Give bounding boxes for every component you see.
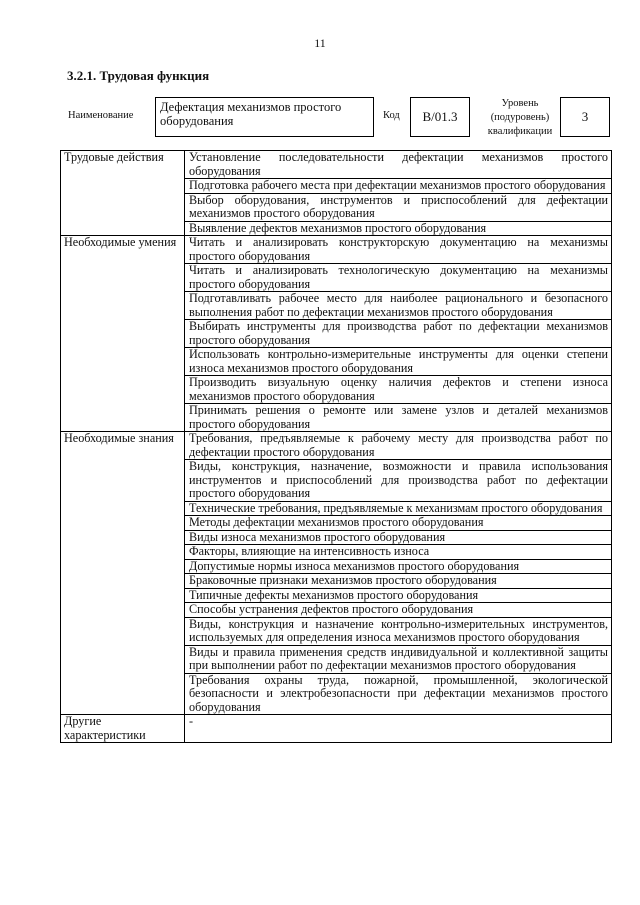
table-row: [61, 715, 612, 743]
item-cell: Использовать контрольно-измерительные инструменты для оценки степени износа механизмов простого оборудования: [185, 348, 612, 376]
labor-function-table: [60, 150, 612, 743]
item-cell: Принимать решения о ремонте или замене узлов и деталей механизмов простого оборудования: [185, 404, 612, 432]
item-cell: Виды и правила применения средств индивидуальной и коллективной защиты при выполнении работ по дефектации механизмов простого оборудования: [185, 645, 612, 673]
level-label-line1: Уровень: [501, 98, 539, 109]
item-cell: Производить визуальную оценку наличия дефектов и степени износа механизмов простого оборудования: [185, 376, 612, 404]
item-cell: Выявление дефектов механизмов простого оборудования: [185, 221, 612, 236]
page-number: 11: [314, 36, 326, 50]
table-row: [61, 432, 612, 460]
item-cell: Типичные дефекты механизмов простого оборудования: [185, 588, 612, 603]
section-heading-cell: Другие характеристики: [61, 715, 185, 743]
item-cell: Требования охраны труда, пожарной, промышленной, экологической безопасности и электробезопасности при дефектации механизмов простого оборудования: [185, 673, 612, 715]
item-cell: Способы устранения дефектов простого оборудования: [185, 603, 612, 618]
name-value-box: Дефектация механизмов простого оборудования: [155, 97, 374, 137]
item-cell: Допустимые нормы износа механизмов простого оборудования: [185, 559, 612, 574]
item-cell: Подготавливать рабочее место для наиболее рационального и безопасного выполнения работ по дефектации механизмов простого оборудования: [185, 292, 612, 320]
level-label-line2: (подуровень): [490, 112, 550, 123]
item-cell: Требования, предъявляемые к рабочему месту для производства работ по дефектации простого оборудования: [185, 432, 612, 460]
table-row: [61, 236, 612, 264]
item-cell: Факторы, влияющие на интенсивность износа: [185, 545, 612, 560]
item-cell: Браковочные признаки механизмов простого оборудования: [185, 574, 612, 589]
section-heading-cell: Необходимые умения: [61, 236, 185, 432]
level-value: 3: [581, 109, 589, 124]
item-cell: -: [185, 715, 612, 743]
item-cell: Виды износа механизмов простого оборудования: [185, 530, 612, 545]
code-value-box: [410, 97, 470, 137]
section-title: 3.2.1. Трудовая функция: [67, 68, 210, 83]
level-value-box: [560, 97, 610, 137]
code-value: В/01.3: [422, 109, 458, 124]
item-cell: Выбирать инструменты для производства работ по дефектации механизмов простого оборудования: [185, 320, 612, 348]
item-cell: Виды, конструкция, назначение, возможности и правила использования инструментов и приспособлений для производства работ по дефектации простого оборудования: [185, 460, 612, 502]
section-heading-cell: Необходимые знания: [61, 432, 185, 715]
section-heading-cell: Трудовые действия: [61, 151, 185, 236]
item-cell: Читать и анализировать технологическую документацию на механизмы простого оборудования: [185, 264, 612, 292]
item-cell: Выбор оборудования, инструментов и приспособлений для дефектации механизмов простого оборудования: [185, 193, 612, 221]
item-cell: Подготовка рабочего места при дефектации механизмов простого оборудования: [185, 179, 612, 194]
item-cell: Читать и анализировать конструкторскую документацию на механизмы простого оборудования: [185, 236, 612, 264]
item-cell: Виды, конструкция и назначение контрольно-измерительных инструментов, используемых для определения износа механизмов простого оборудования: [185, 617, 612, 645]
table-row: [61, 151, 612, 179]
name-label: Наименование: [68, 110, 134, 121]
table-body: [61, 151, 612, 743]
level-label-line3: квалификации: [487, 126, 553, 137]
level-label: [475, 97, 565, 139]
item-cell: Методы дефектации механизмов простого оборудования: [185, 516, 612, 531]
code-label: Код: [383, 110, 400, 121]
item-cell: Установление последовательности дефектации механизмов простого оборудования: [185, 151, 612, 179]
item-cell: Технические требования, предъявляемые к механизмам простого оборудования: [185, 501, 612, 516]
